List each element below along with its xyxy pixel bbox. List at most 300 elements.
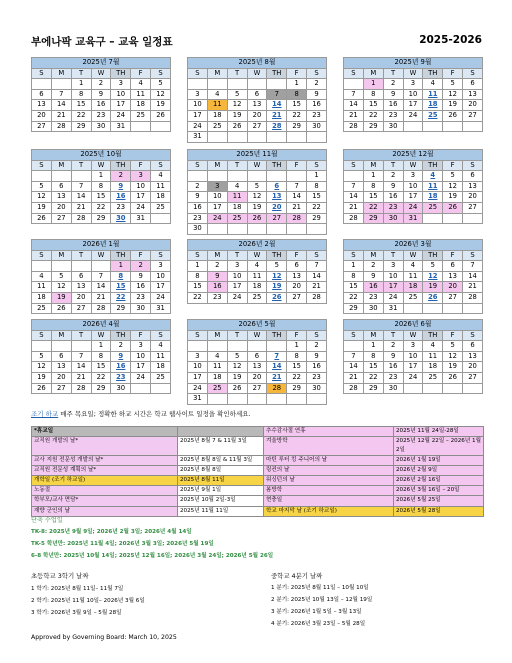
calendar-empty-cell [207, 132, 227, 143]
calendar-day: 28 [344, 121, 364, 132]
calendar-day: 22 [363, 110, 383, 121]
calendar-day: 11 [423, 351, 443, 362]
calendar-day: 10 [131, 351, 151, 362]
calendar-day: 23 [307, 372, 327, 383]
weekday-label: S [151, 160, 171, 171]
holiday-cell: 학부모/교사 면담* [32, 496, 178, 506]
calendar-day: 19 [443, 192, 463, 203]
calendar-day: 10 [403, 181, 423, 192]
weekday-label: F [443, 68, 463, 79]
calendar-day: 7 [51, 89, 71, 100]
calendar-day: 19 [443, 100, 463, 111]
calendar-day: 5 [227, 89, 247, 100]
calendar-day: 6 [287, 261, 307, 272]
calendar-day: 4 [403, 261, 423, 272]
calendar-day: 23 [188, 213, 208, 224]
month-title: 2026년 2월 [188, 240, 327, 251]
calendar-day: 19 [227, 110, 247, 121]
calendar-day: 21 [307, 282, 327, 293]
calendar-day: 14 [91, 282, 111, 293]
calendar-day: 1 [287, 341, 307, 352]
calendar-day: 15 [307, 192, 327, 203]
weekday-label: S [151, 68, 171, 79]
calendar-day: 9 [91, 89, 111, 100]
calendar-day: 15 [111, 282, 131, 293]
weekday-label: S [307, 250, 327, 261]
weekday-label: T [383, 250, 403, 261]
calendar-day: 5 [32, 351, 52, 362]
calendar-day: 30 [188, 224, 208, 235]
calendar-day: 12 [32, 362, 52, 373]
weekday-label: TH [423, 250, 443, 261]
weekday-label: M [51, 68, 71, 79]
calendar-day: 20 [51, 202, 71, 213]
weekday-label: W [403, 68, 423, 79]
calendar-empty-cell [227, 79, 247, 90]
calendar-day: 11 [131, 89, 151, 100]
calendar-day: 13 [287, 271, 307, 282]
weekday-label: TH [423, 160, 443, 171]
calendar-day: 30 [111, 383, 131, 394]
calendar-day: 24 [131, 202, 151, 213]
calendar-day: 28 [71, 213, 91, 224]
calendar-day: 25 [403, 292, 423, 303]
calendar-day: 27 [51, 383, 71, 394]
holiday-cell: 2025년 8월 8일 & 11월 3일 [178, 456, 264, 466]
holiday-cell: 2026년 1월 19일 [394, 456, 484, 466]
weekday-label: S [344, 68, 364, 79]
calendar-empty-cell [151, 121, 171, 132]
calendar-day: 2 [363, 261, 383, 272]
holiday-cell: 마틴 루터 킹 주니어의 날 [264, 456, 394, 466]
calendar-day: 3 [131, 341, 151, 352]
calendar-day: 24 [188, 383, 208, 394]
weekday-label: W [403, 250, 423, 261]
calendar-empty-cell [403, 303, 423, 314]
calendar-day: 24 [403, 110, 423, 121]
month-title: 2025년 11월 [188, 150, 327, 161]
weekday-label: T [227, 160, 247, 171]
calendar-empty-cell [227, 394, 247, 405]
calendar-day: 9 [111, 351, 131, 362]
calendar-empty-cell [188, 79, 208, 90]
month-calendar [187, 57, 327, 143]
calendar-day: 7 [344, 181, 364, 192]
weekday-label: T [383, 68, 403, 79]
calendar-day: 10 [227, 271, 247, 282]
calendar-day: 31 [111, 121, 131, 132]
calendar-day: 25 [227, 213, 247, 224]
weekday-label: F [443, 330, 463, 341]
weekday-label: W [247, 250, 267, 261]
calendar-day: 30 [383, 121, 403, 132]
calendar-day: 21 [344, 202, 364, 213]
calendar-day: 21 [267, 110, 287, 121]
calendar-day: 4 [207, 351, 227, 362]
weekday-label: W [403, 330, 423, 341]
calendar-day: 16 [363, 282, 383, 293]
calendar-day: 1 [287, 79, 307, 90]
calendar-day: 4 [207, 89, 227, 100]
calendar-day: 20 [463, 192, 483, 203]
calendar-day: 18 [207, 110, 227, 121]
calendar-empty-cell [131, 121, 151, 132]
calendar-empty-cell [227, 132, 247, 143]
calendar-empty-cell [32, 341, 52, 352]
calendar-day: 11 [207, 100, 227, 111]
calendar-day: 30 [111, 213, 131, 224]
calendar-day: 14 [344, 100, 364, 111]
calendar-empty-cell [287, 394, 307, 405]
calendar-day: 20 [443, 282, 463, 293]
calendar-day: 24 [207, 213, 227, 224]
calendar-day: 5 [267, 261, 287, 272]
calendar-day: 19 [32, 372, 52, 383]
weekday-label: S [344, 330, 364, 341]
calendar-day: 1 [363, 79, 383, 90]
holiday-cell: 2026년 2월 9일 [394, 466, 484, 476]
calendar-day: 2 [307, 341, 327, 352]
calendar-day: 18 [423, 192, 443, 203]
calendar-day: 4 [151, 171, 171, 182]
weekday-label: M [51, 330, 71, 341]
calendar-empty-cell [267, 171, 287, 182]
calendar-day: 19 [227, 372, 247, 383]
holiday-cell: 2025년 8월 7 & 11월 3일 [178, 437, 264, 456]
calendar-empty-cell [307, 394, 327, 405]
calendar-day: 9 [207, 271, 227, 282]
calendar-day: 29 [363, 213, 383, 224]
calendar-day: 27 [463, 202, 483, 213]
calendar-empty-cell [131, 383, 151, 394]
weekday-label: S [32, 160, 52, 171]
calendar-day: 27 [247, 383, 267, 394]
calendar-day: 24 [383, 292, 403, 303]
weekday-label: S [188, 330, 208, 341]
calendar-day: 5 [227, 351, 247, 362]
weekday-label: F [287, 330, 307, 341]
calendar-empty-cell [344, 79, 364, 90]
calendar-day: 21 [51, 110, 71, 121]
month-calendar [343, 57, 483, 132]
month-title: 2025년 7월 [32, 58, 171, 69]
calendar-day: 10 [188, 100, 208, 111]
calendar-day: 2 [307, 79, 327, 90]
calendar-day: 7 [91, 271, 111, 282]
weekday-label: S [307, 330, 327, 341]
calendar-day: 28 [344, 213, 364, 224]
weekday-label: S [307, 68, 327, 79]
holiday-cell: 2026년 5월 25일 [394, 496, 484, 506]
weekday-label: S [151, 250, 171, 261]
calendar-day: 28 [287, 213, 307, 224]
weekday-label: TH [111, 68, 131, 79]
calendar-day: 5 [151, 79, 171, 90]
trimester-heading: 초등학교 3학기 날짜 [31, 572, 89, 580]
calendar-empty-cell [151, 213, 171, 224]
calendar-day: 24 [111, 110, 131, 121]
calendar-day: 13 [463, 181, 483, 192]
calendar-day: 11 [227, 192, 247, 203]
calendar-day: 20 [51, 372, 71, 383]
calendar-day: 26 [423, 292, 443, 303]
weekday-label: T [71, 250, 91, 261]
calendar-empty-cell [247, 132, 267, 143]
calendar-day: 23 [363, 292, 383, 303]
weekday-label: M [207, 330, 227, 341]
calendar-day: 12 [267, 271, 287, 282]
calendar-day: 3 [188, 351, 208, 362]
early-dismissal-line: 6-8 학년만: 2025년 10월 14일; 2025년 12월 16일; 2026년 3월 24일; 2026년 5월 26일 [31, 553, 274, 559]
weekday-label: S [32, 250, 52, 261]
calendar-day: 26 [443, 110, 463, 121]
weekday-label: F [131, 330, 151, 341]
calendar-day: 8 [344, 271, 364, 282]
calendar-day: 25 [151, 372, 171, 383]
calendar-day: 8 [71, 89, 91, 100]
calendar-day: 14 [307, 271, 327, 282]
quarter-heading: 중학교 4분기 날짜 [271, 572, 323, 580]
calendar-empty-cell [71, 261, 91, 272]
calendar-empty-cell [287, 224, 307, 235]
calendar-day: 3 [403, 341, 423, 352]
calendar-day: 10 [111, 89, 131, 100]
calendar-day: 13 [267, 192, 287, 203]
calendar-day: 16 [207, 282, 227, 293]
calendar-day: 22 [363, 372, 383, 383]
holiday-cell: 2026년 2월 16일 [394, 476, 484, 486]
calendar-day: 10 [207, 192, 227, 203]
calendar-day: 5 [32, 181, 52, 192]
calendar-empty-cell [151, 383, 171, 394]
quarter-item: 4 분기: 2026년 3월 23일 – 5월 28일 [271, 621, 366, 627]
month-title: 2025년 8월 [188, 58, 327, 69]
calendar-day: 30 [363, 303, 383, 314]
calendar-day: 25 [151, 202, 171, 213]
calendar-day: 30 [307, 383, 327, 394]
calendar-empty-cell [71, 341, 91, 352]
calendar-empty-cell [51, 171, 71, 182]
calendar-day: 29 [363, 383, 383, 394]
weekday-label: T [383, 160, 403, 171]
weekday-label: M [207, 160, 227, 171]
calendar-day: 28 [71, 383, 91, 394]
calendar-day: 6 [443, 261, 463, 272]
calendar-day: 10 [151, 271, 171, 282]
weekday-label: W [91, 330, 111, 341]
calendar-day: 11 [403, 271, 423, 282]
calendar-day: 10 [131, 181, 151, 192]
calendar-day: 23 [131, 292, 151, 303]
calendar-day: 28 [91, 303, 111, 314]
calendar-day: 6 [32, 89, 52, 100]
holiday-cell: 2026년 5월 28일 [394, 506, 484, 516]
calendar-day: 8 [111, 271, 131, 282]
calendar-day: 18 [207, 372, 227, 383]
calendar-day: 4 [227, 181, 247, 192]
calendar-day: 31 [403, 213, 423, 224]
calendar-empty-cell [463, 383, 483, 394]
holiday-cell: 추수감사절 연휴 [264, 427, 394, 437]
calendar-day: 8 [287, 351, 307, 362]
calendar-empty-cell [32, 79, 52, 90]
calendar-day: 26 [443, 372, 463, 383]
weekday-label: TH [267, 330, 287, 341]
weekday-label: M [363, 330, 383, 341]
calendar-day: 1 [91, 171, 111, 182]
calendar-day: 7 [344, 89, 364, 100]
calendar-day: 11 [32, 282, 52, 293]
calendar-day: 5 [247, 181, 267, 192]
calendar-day: 17 [131, 362, 151, 373]
weekday-label: S [307, 160, 327, 171]
calendar-day: 16 [383, 362, 403, 373]
month-title: 2026년 5월 [188, 320, 327, 331]
calendar-day: 17 [151, 282, 171, 293]
calendar-empty-cell [247, 224, 267, 235]
calendar-day: 9 [131, 271, 151, 282]
calendar-day: 26 [443, 202, 463, 213]
calendar-day: 13 [71, 282, 91, 293]
calendar-day: 31 [188, 132, 208, 143]
weekday-label: S [188, 68, 208, 79]
calendar-day: 20 [32, 110, 52, 121]
calendar-day: 27 [267, 213, 287, 224]
calendar-day: 4 [151, 341, 171, 352]
calendar-day: 16 [188, 202, 208, 213]
early-dismissal-link[interactable]: 조기 하교 [31, 410, 59, 418]
calendar-day: 6 [51, 351, 71, 362]
calendar-day: 9 [188, 192, 208, 203]
calendar-day: 4 [131, 79, 151, 90]
calendar-day: 22 [363, 202, 383, 213]
holiday-cell: 2025년 10월 2일-3일 [178, 496, 264, 506]
weekday-label: TH [267, 160, 287, 171]
calendar-day: 17 [111, 100, 131, 111]
calendar-day: 4 [423, 341, 443, 352]
calendar-day: 13 [463, 89, 483, 100]
calendar-day: 2 [131, 261, 151, 272]
calendar-day: 30 [383, 213, 403, 224]
calendar-day: 12 [443, 351, 463, 362]
calendar-day: 8 [287, 89, 307, 100]
calendar-empty-cell [463, 213, 483, 224]
calendar-day: 18 [247, 282, 267, 293]
calendar-day: 14 [344, 192, 364, 203]
calendar-day: 21 [71, 372, 91, 383]
calendar-day: 14 [463, 271, 483, 282]
holiday-cell: 개학일 (조기 하교일) [32, 476, 178, 486]
calendar-day: 13 [51, 192, 71, 203]
approval-note: Approved by Governing Board: March 10, 2025 [31, 634, 177, 641]
calendar-day: 3 [403, 171, 423, 182]
calendar-day: 28 [51, 121, 71, 132]
calendar-day: 9 [111, 181, 131, 192]
calendar-day: 24 [131, 372, 151, 383]
calendar-day: 6 [247, 89, 267, 100]
calendar-day: 29 [91, 213, 111, 224]
weekday-label: M [363, 160, 383, 171]
weekday-label: T [71, 68, 91, 79]
calendar-day: 3 [151, 261, 171, 272]
calendar-empty-cell [463, 121, 483, 132]
calendar-day: 6 [463, 79, 483, 90]
holiday-header-label: *휴교일 [32, 427, 178, 437]
calendar-day: 15 [287, 100, 307, 111]
calendar-day: 17 [188, 110, 208, 121]
calendar-day: 28 [344, 383, 364, 394]
calendar-empty-cell [307, 132, 327, 143]
calendar-day: 21 [91, 292, 111, 303]
holiday-cell: 2025년 11월 24일-28일 [394, 427, 484, 437]
trimester-item: 3 학기: 2026년 3월 9일 – 5월 28일 [31, 610, 122, 616]
weekday-label: M [51, 160, 71, 171]
weekday-label: W [247, 68, 267, 79]
calendar-day: 22 [287, 110, 307, 121]
calendar-day: 17 [383, 282, 403, 293]
calendar-day: 12 [227, 362, 247, 373]
calendar-empty-cell [344, 171, 364, 182]
calendar-day: 17 [188, 372, 208, 383]
calendar-day: 10 [383, 271, 403, 282]
calendar-day: 17 [403, 192, 423, 203]
calendar-empty-cell [91, 261, 111, 272]
calendar-day: 26 [247, 213, 267, 224]
weekday-label: T [383, 330, 403, 341]
calendar-day: 20 [247, 110, 267, 121]
calendar-day: 10 [403, 351, 423, 362]
calendar-day: 9 [307, 89, 327, 100]
weekday-label: W [247, 330, 267, 341]
calendar-day: 25 [247, 292, 267, 303]
calendar-day: 10 [188, 362, 208, 373]
calendar-day: 23 [307, 110, 327, 121]
calendar-day: 29 [344, 303, 364, 314]
calendar-empty-cell [207, 171, 227, 182]
calendar-empty-cell [207, 341, 227, 352]
calendar-day: 5 [443, 79, 463, 90]
calendar-empty-cell [32, 261, 52, 272]
calendar-empty-cell [247, 341, 267, 352]
calendar-day: 12 [443, 181, 463, 192]
calendar-day: 26 [151, 110, 171, 121]
calendar-day: 21 [344, 372, 364, 383]
calendar-empty-cell [207, 79, 227, 90]
calendar-day: 14 [267, 100, 287, 111]
calendar-day: 15 [71, 100, 91, 111]
holiday-cell: 교직원 전문성 계획의 날* [32, 466, 178, 476]
calendar-day: 16 [307, 362, 327, 373]
calendar-day: 8 [363, 351, 383, 362]
calendar-day: 31 [151, 303, 171, 314]
calendar-day: 19 [443, 362, 463, 373]
month-calendar [31, 239, 171, 314]
calendar-day: 18 [131, 100, 151, 111]
calendar-day: 26 [227, 121, 247, 132]
calendar-day: 7 [267, 351, 287, 362]
month-calendar [31, 149, 171, 224]
calendar-day: 12 [227, 100, 247, 111]
month-title: 2025년 10월 [32, 150, 171, 161]
calendar-day: 20 [267, 202, 287, 213]
calendar-day: 23 [383, 202, 403, 213]
calendar-empty-cell [267, 132, 287, 143]
calendar-day: 16 [91, 100, 111, 111]
calendar-day: 9 [307, 351, 327, 362]
calendar-day: 9 [383, 89, 403, 100]
calendar-day: 23 [111, 202, 131, 213]
calendar-day: 15 [188, 282, 208, 293]
